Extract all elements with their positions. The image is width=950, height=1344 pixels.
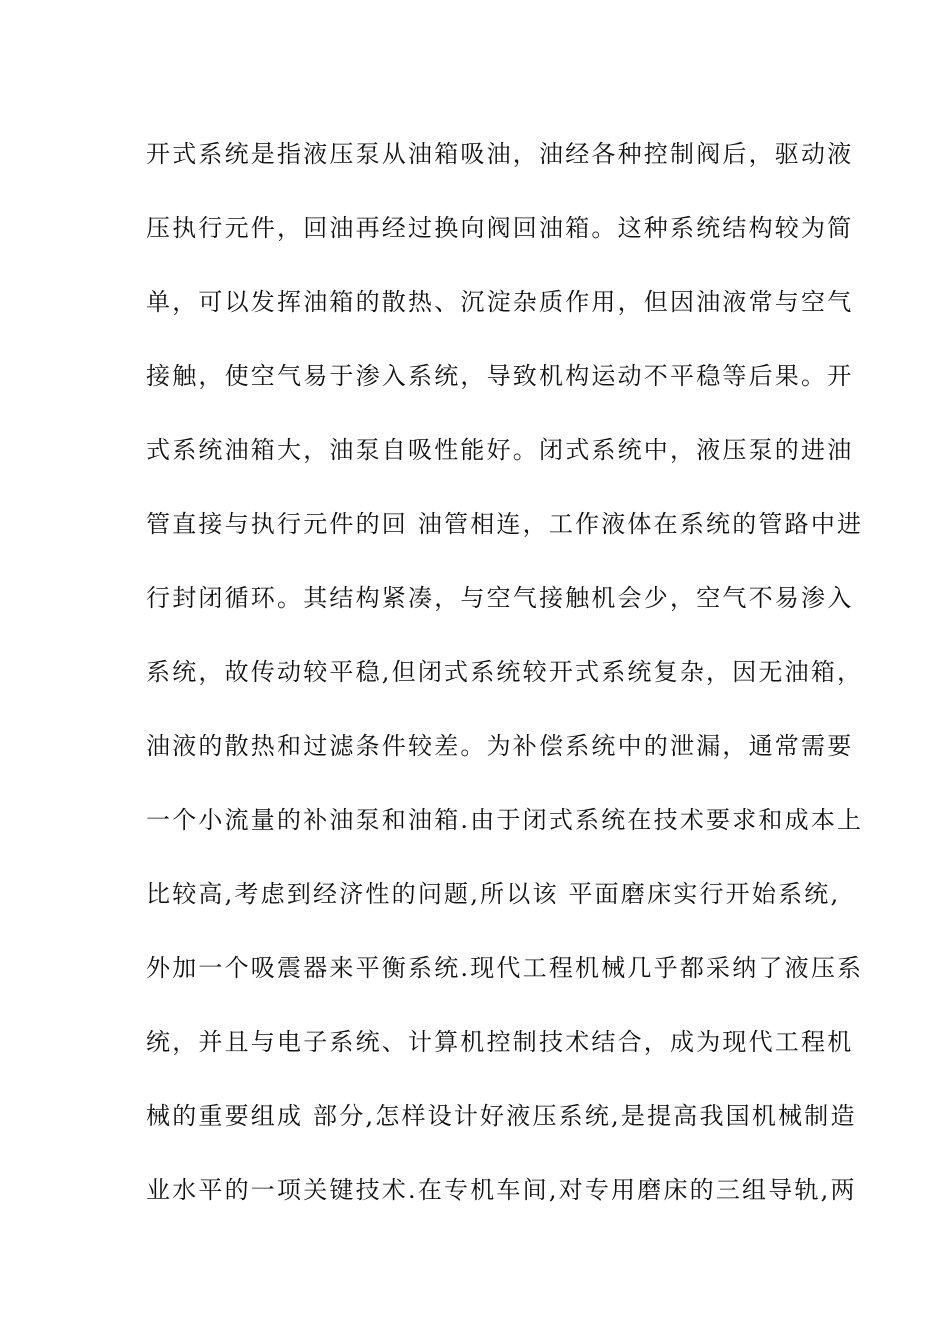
text-line-5: 式系统油箱大，油泵自吸性能好。闭式系统中，液压泵的进油 [146, 436, 854, 464]
text-line-7: 行封闭循环。其结构紧凑，与空气接触机会少，空气不易渗入 [146, 584, 854, 612]
text-line-11: 比较高,考虑到经济性的问题,所以该 平面磨床实行开始系统, [146, 880, 841, 908]
text-line-1: 开式系统是指液压泵从油箱吸油，油经各种控制阀后，驱动液 [146, 140, 854, 168]
text-line-15: 业水平的一项关键技术.在专机车间,对专用磨床的三组导轨,两 [146, 1176, 857, 1204]
text-line-13: 统，并且与电子系统、计算机控制技术结合，成为现代工程机 [146, 1028, 854, 1056]
text-line-2: 压执行元件，回油再经过换向阀回油箱。这种系统结构较为简 [146, 214, 854, 242]
text-line-10: 一个小流量的补油泵和油箱.由于闭式系统在技术要求和成本上 [146, 806, 864, 834]
text-line-12: 外加一个吸震器来平衡系统.现代工程机械几乎都采纳了液压系 [146, 954, 864, 982]
text-line-3: 单，可以发挥油箱的散热、沉淀杂质作用，但因油液常与空气 [146, 288, 854, 316]
text-line-6: 管直接与执行元件的回 油管相连，工作液体在系统的管路中进 [146, 510, 864, 538]
text-line-4: 接触，使空气易于渗入系统，导致机构运动不平稳等后果。开 [146, 362, 854, 390]
text-line-8: 系统，故传动较平稳,但闭式系统较开式系统复杂，因无油箱， [146, 658, 864, 686]
text-line-14: 械的重要组成 部分,怎样设计好液压系统,是提高我国机械制造 [146, 1102, 857, 1130]
text-line-9: 油液的散热和过滤条件较差。为补偿系统中的泄漏，通常需要 [146, 732, 854, 760]
body-paragraph [146, 132, 864, 1242]
